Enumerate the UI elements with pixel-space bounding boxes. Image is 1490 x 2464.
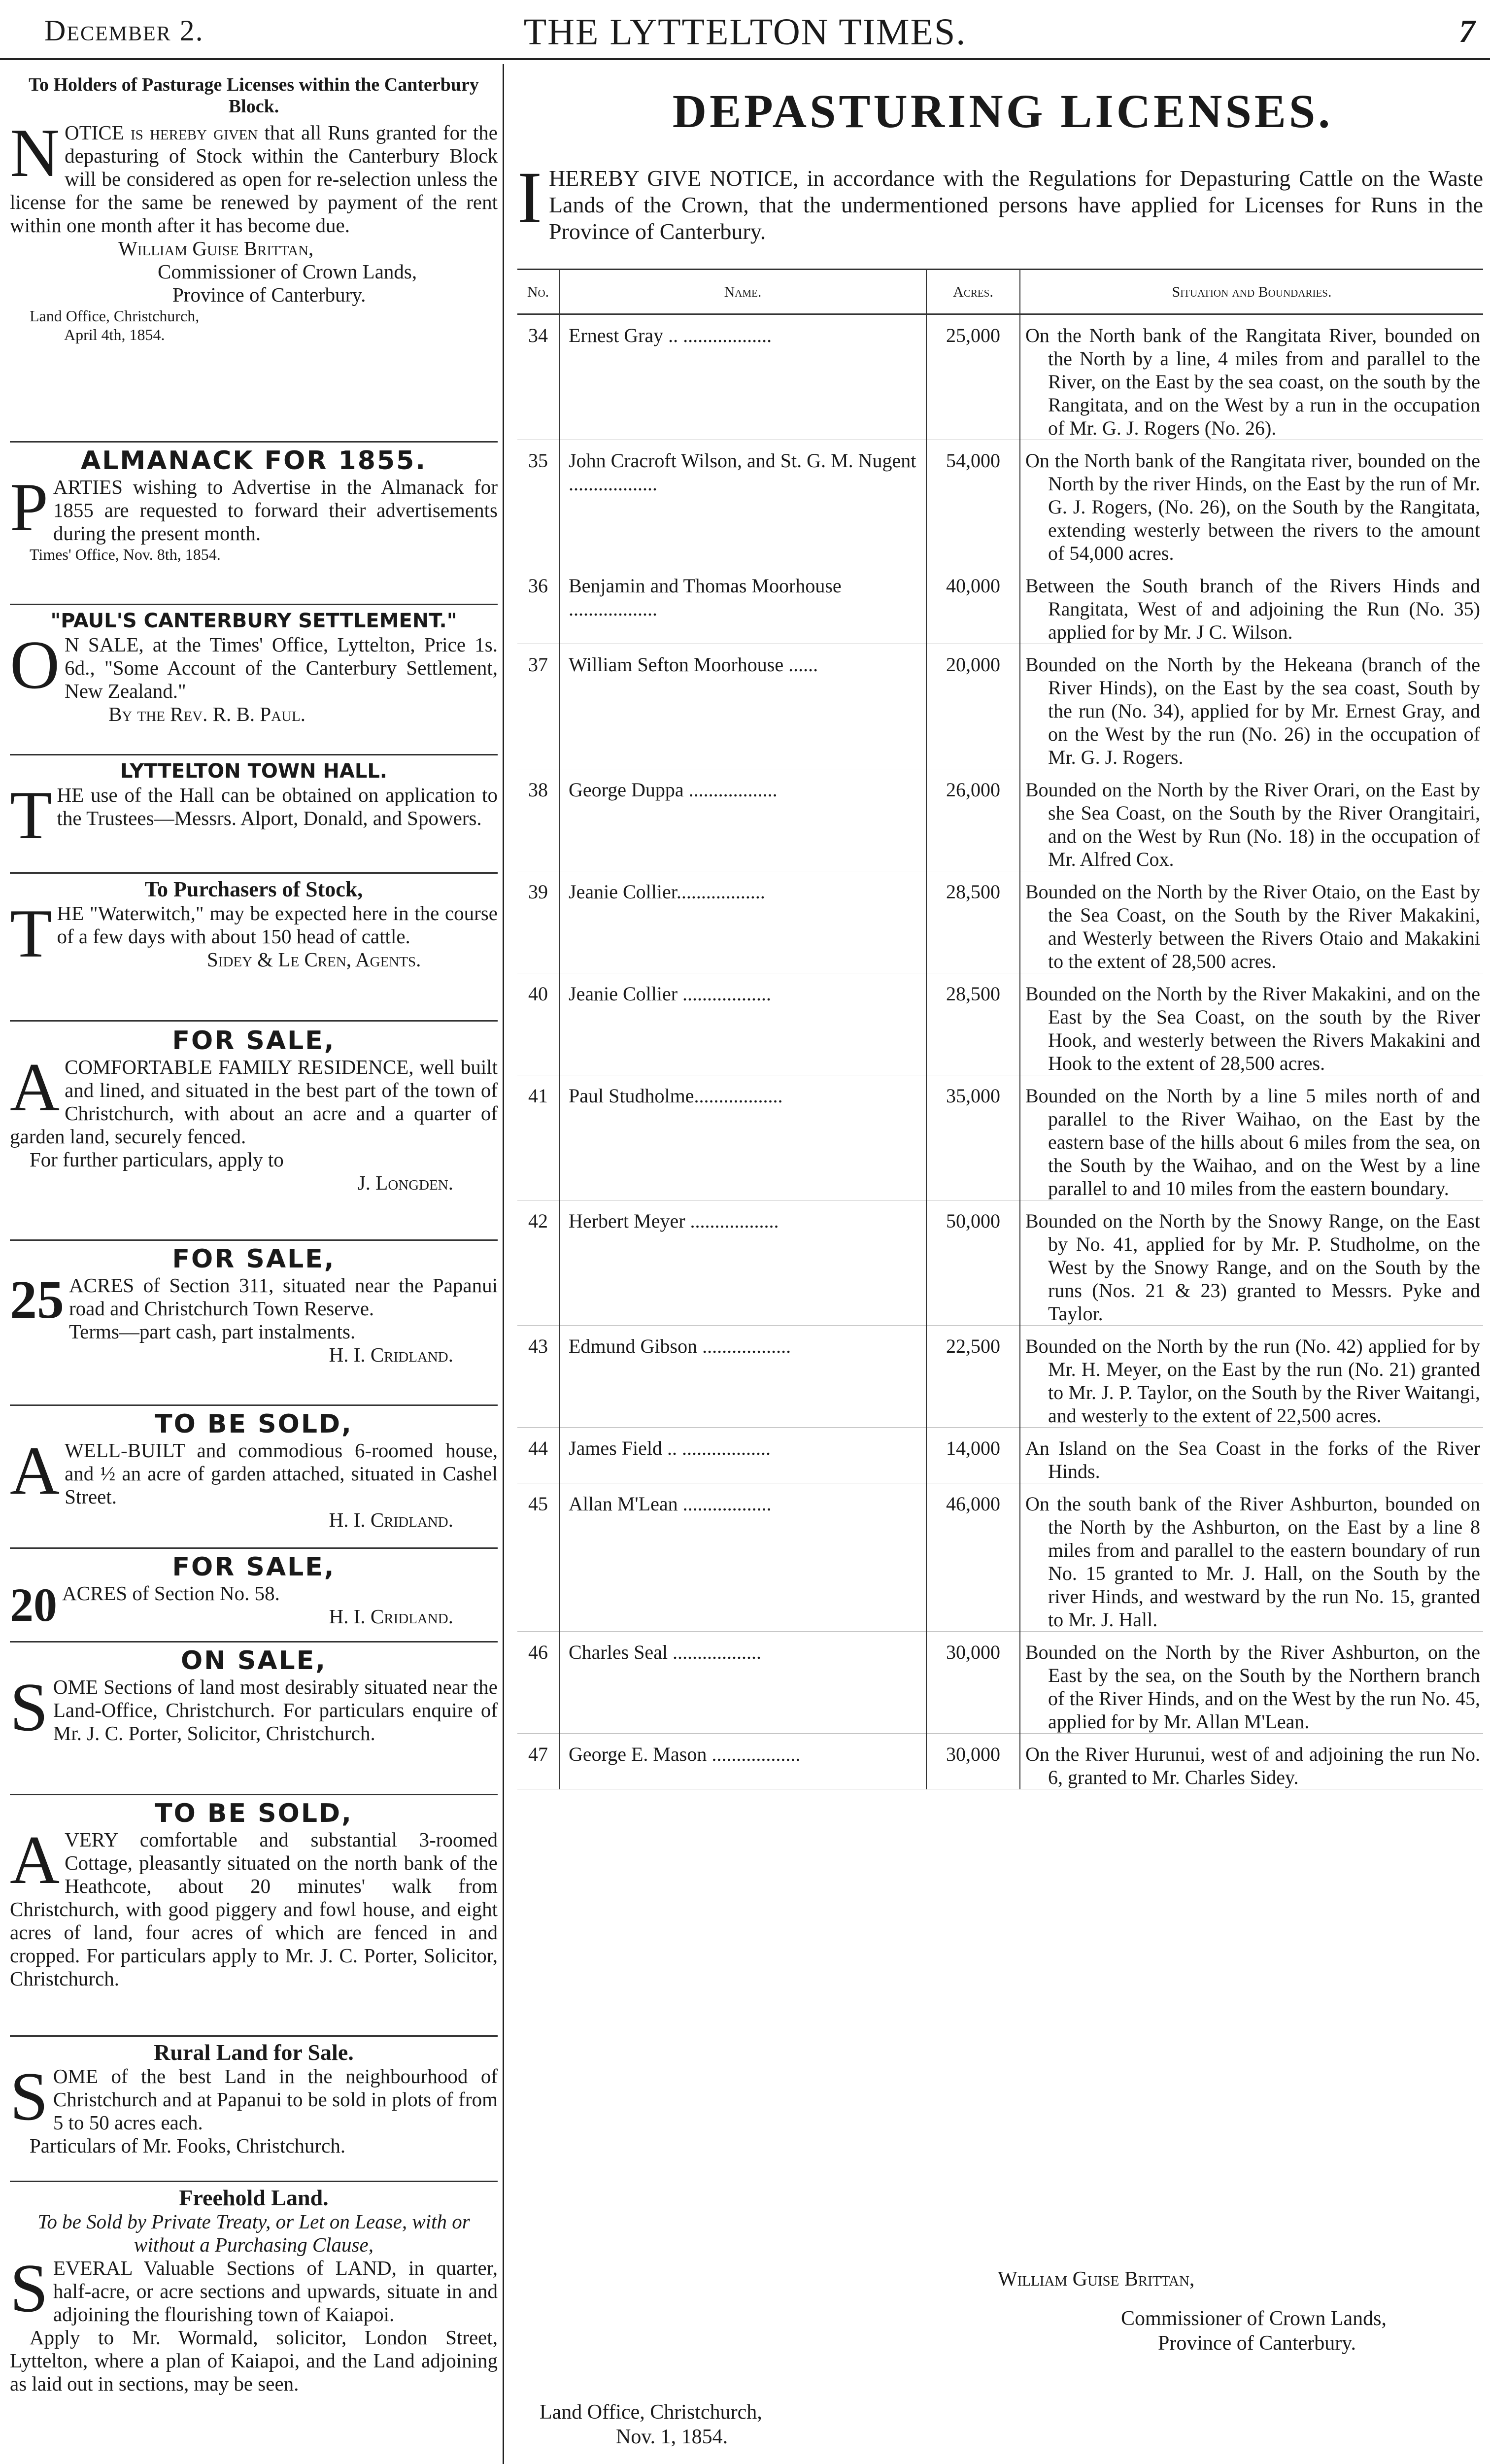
cell-name: Jeanie Collier .................. (559, 973, 926, 1075)
cell-no: 41 (517, 1075, 559, 1200)
ad-body: EVERAL Valuable Sections of LAND, in quarter, half-acre, or acre sections and upwards, situate in and adjoining the flourishing town of Kaiapoi. (53, 2257, 498, 2326)
ad-heading: To Holders of Pasturage Licenses within the Canterbury Block. (29, 74, 479, 117)
ad-well-built-house (10, 1409, 498, 1532)
notice-title: DEPASTURING LICENSES. (672, 85, 1333, 137)
ad-body: OME of the best Land in the neighbourhood of Christchurch and at Papanui to be sold in plots of from 5 to 50 acres each. (53, 2065, 498, 2134)
cell-name: William Sefton Moorhouse ...... (559, 644, 926, 769)
cell-situation: Bounded on the North by the River Makakini, and on the East by the Sea Coast, on the south by the River Hook, and westerly between the Rivers Makakini and Hook to the extent of 28,500 acres. (1020, 973, 1483, 1075)
table-row (517, 1200, 1483, 1326)
table-row (517, 440, 1483, 565)
cell-name: Ernest Gray .. .................. (559, 314, 926, 440)
ad-signer: J. Longden. (357, 1171, 453, 1194)
cell-no: 45 (517, 1483, 559, 1632)
cell-name: Allan M'Lean .................. (559, 1483, 926, 1632)
ad-signer: H. I. Cridland. (329, 1508, 453, 1531)
drop-number: 25 (10, 1269, 64, 1330)
cell-no: 37 (517, 644, 559, 769)
cell-acres: 28,500 (926, 871, 1020, 973)
drop-cap: S (10, 2250, 48, 2327)
drop-cap: A (10, 1822, 60, 1898)
ad-separator (10, 872, 498, 874)
ad-separator (10, 1641, 498, 1643)
ad-signer: Sidey & Le Cren, Agents. (207, 948, 421, 971)
table-row (517, 1075, 1483, 1200)
drop-cap: O (10, 627, 60, 703)
ad-separator (10, 1020, 498, 1022)
notice-intro (517, 157, 1483, 245)
table-row (517, 644, 1483, 769)
cell-acres: 50,000 (926, 1200, 1020, 1326)
ad-separator (10, 2181, 498, 2182)
drop-cap: S (10, 1669, 48, 1745)
ad-family-residence (10, 1026, 498, 1195)
table-row (517, 314, 1483, 440)
notice-place: Land Office, Christchurch, (540, 2401, 762, 2424)
table-row (517, 871, 1483, 973)
cell-situation: Bounded on the North by the River Otaio, on the East by the Sea Coast, on the South by the River Makakini, and Westerly between the Rivers Otaio and Makakini to the extent of 28,500 acres. (1020, 871, 1483, 973)
ad-separator (10, 2035, 498, 2037)
cell-acres: 30,000 (926, 1632, 1020, 1734)
masthead-rule (0, 58, 1490, 60)
ad-body: N SALE, at the Times' Office, Lyttelton, Price 1s. 6d., "Some Account of the Canterbury Settlement, New Zealand." (65, 633, 498, 702)
ad-separator (10, 1404, 498, 1406)
cell-acres: 26,000 (926, 769, 1020, 871)
cell-no: 43 (517, 1326, 559, 1428)
page-number: 7 (1459, 13, 1475, 49)
ad-heading: TO BE SOLD, (155, 1799, 353, 1828)
ad-purchasers-of-stock (10, 877, 498, 971)
ad-separator (10, 1547, 498, 1549)
ad-heading: FOR SALE, (172, 1244, 336, 1274)
cell-acres: 40,000 (926, 565, 1020, 644)
ad-heading: Freehold Land. (179, 2185, 329, 2210)
ad-25-acres (10, 1244, 498, 1367)
ad-rural-land (10, 2040, 498, 2157)
notice-signer-province: Province of Canterbury. (1158, 2332, 1356, 2355)
table-row (517, 1734, 1483, 1789)
notice-signoff (517, 2267, 1483, 2449)
table-header-row (517, 270, 1483, 314)
ad-body: COMFORTABLE FAMILY RESIDENCE, well built and lined, and situated in the best part of the town of Christchurch, with about an acre and a quarter of garden land, securely fenced. (10, 1056, 498, 1148)
drop-cap: A (10, 1049, 60, 1126)
cell-situation: Bounded on the North by the River Orari, on the East by she Sea Coast, on the South by the River Orangitairi, and on the West by Run (No. 18) in the occupation of Mr. Alfred Cox. (1020, 769, 1483, 871)
column-header-name: Name. (559, 270, 926, 314)
ad-body: HE use of the Hall can be obtained on application to the Trustees—Messrs. Alport, Donald, and Spowers. (57, 784, 498, 829)
ad-subheading: To be Sold by Private Treaty, or Let on Lease, with or without a Purchasing Clause, (37, 2210, 470, 2256)
drop-cap: P (10, 469, 48, 546)
ad-signer-title: Commissioner of Crown Lands, (158, 260, 417, 283)
cell-name: John Cracroft Wilson, and St. G. M. Nugent .................. (559, 440, 926, 565)
ad-signer: William Guise Brittan, (118, 237, 314, 260)
ad-town-hall (10, 759, 498, 854)
ad-body-2: For further particulars, apply to (30, 1148, 284, 1171)
notice-signer: William Guise Brittan, (998, 2268, 1195, 2291)
notice-intro-text: HEREBY GIVE NOTICE, in accordance with the Regulations for Depasturing Cattle on the Waste Lands of the Crown, that the undermentioned persons have applied for Licenses for Runs in the Province of Canterbury. (548, 166, 1483, 244)
column-header-situation: Situation and Boundaries. (1020, 270, 1483, 314)
ad-pasturage (10, 74, 498, 344)
ad-signer: H. I. Cridland. (329, 1343, 453, 1366)
drop-number: 20 (10, 1578, 57, 1631)
ad-body: WELL-BUILT and commodious 6-roomed house, and ½ an acre of garden attached, situated in Cashel Street. (65, 1439, 498, 1508)
cell-situation: Between the South branch of the Rivers Hinds and Rangitata, West of and adjoining the Run (No. 35) applied for by Mr. J C. Wilson. (1020, 565, 1483, 644)
ad-separator (10, 604, 498, 605)
ad-body: HE "Waterwitch," may be expected here in the course of a few days with about 150 head of cattle. (57, 902, 498, 948)
table-row (517, 1326, 1483, 1428)
masthead (0, 0, 1490, 58)
ad-heading: "PAUL'S CANTERBURY SETTLEMENT." (50, 610, 457, 632)
newspaper-title: THE LYTTELTON TIMES. (523, 11, 967, 53)
cell-name: Charles Seal .................. (559, 1632, 926, 1734)
ad-separator (10, 441, 498, 443)
cell-situation: On the River Hurunui, west of and adjoining the run No. 6, granted to Mr. Charles Sidey. (1020, 1734, 1483, 1789)
ad-place: Land Office, Christchurch, (30, 307, 200, 325)
cell-situation: On the North bank of the Rangitata river, bounded on the North by the river Hinds, on the East by the run of Mr. G. J. Rogers, (No. 26), on the South by the Rangitata, extending westerly between the rivers to the amount of 54,000 acres. (1020, 440, 1483, 565)
table-row (517, 1483, 1483, 1632)
ad-place: Times' Office, Nov. 8th, 1854. (30, 546, 221, 563)
cell-situation: An Island on the Sea Coast in the forks of the River Hinds. (1020, 1428, 1483, 1483)
ad-almanack (10, 446, 498, 564)
cell-name: Paul Studholme.................. (559, 1075, 926, 1200)
ad-heading: TO BE SOLD, (155, 1409, 353, 1439)
cell-name: George E. Mason .................. (559, 1734, 926, 1789)
ad-cottage (10, 1799, 498, 1990)
cell-no: 44 (517, 1428, 559, 1483)
cell-no: 42 (517, 1200, 559, 1326)
cell-situation: Bounded on the North by a line 5 miles north of and parallel to the River Waihao, on the East by the eastern base of the hills about 6 miles from the sea, on the South by the Waihao, and on the West by a line parallel to and 10 miles from the eastern boundary. (1020, 1075, 1483, 1200)
cell-no: 47 (517, 1734, 559, 1789)
ad-date: April 4th, 1854. (64, 326, 165, 343)
cell-no: 40 (517, 973, 559, 1075)
ad-signer-province: Province of Canterbury. (172, 283, 366, 306)
table-row (517, 1428, 1483, 1483)
drop-cap: T (10, 777, 52, 854)
cell-acres: 46,000 (926, 1483, 1020, 1632)
cell-acres: 20,000 (926, 644, 1020, 769)
ad-heading: ALMANACK FOR 1855. (80, 446, 427, 476)
ad-body: VERY comfortable and substantial 3-roomed Cottage, pleasantly situated on the north bank of the Heathcote, about 20 minutes' walk from Christchurch, with good piggery and fowl house, and eight acres of land, four acres of which are fenced in and cropped. For particulars apply to Mr. J. C. Porter, Solicitor, Christchurch. (10, 1828, 498, 1990)
ad-heading: ON SALE, (181, 1646, 327, 1676)
column-divider (503, 64, 504, 2464)
ad-lead: OTICE is hereby given (65, 121, 258, 144)
cell-no: 39 (517, 871, 559, 973)
ad-signer: H. I. Cridland. (329, 1605, 453, 1628)
cell-acres: 30,000 (926, 1734, 1020, 1789)
ad-heading: FOR SALE, (172, 1552, 336, 1582)
cell-name: Benjamin and Thomas Moorhouse .................. (559, 565, 926, 644)
cell-no: 36 (517, 565, 559, 644)
cell-acres: 54,000 (926, 440, 1020, 565)
cell-name: James Field .. .................. (559, 1428, 926, 1483)
ad-body: ARTIES wishing to Advertise in the Almanack for 1855 are requested to forward their advertisements during the present month. (53, 476, 498, 545)
ad-body-2: Terms—part cash, part instalments. (69, 1320, 356, 1343)
cell-name: Edmund Gibson .................. (559, 1326, 926, 1428)
ad-20-acres (10, 1552, 498, 1631)
ad-body-2: Particulars of Mr. Fooks, Christchurch. (30, 2134, 346, 2157)
cell-name: George Duppa .................. (559, 769, 926, 871)
cell-no: 46 (517, 1632, 559, 1734)
cell-acres: 14,000 (926, 1428, 1020, 1483)
cell-name: Herbert Meyer .................. (559, 1200, 926, 1326)
cell-situation: Bounded on the North by the Snowy Range, on the East by No. 41, applied for by Mr. P. Studholme, on the West by the Snowy Range, and on the South by the runs (Nos. 21 & 23) granted to Messrs. Pyke and Taylor. (1020, 1200, 1483, 1326)
column-header-no: No. (517, 270, 559, 314)
table-row (517, 769, 1483, 871)
ad-freehold-land (10, 2186, 498, 2396)
cell-no: 38 (517, 769, 559, 871)
ad-body: that all Runs granted for the depasturing of Stock within the Canterbury Block will be considered as open for re-selection unless the license for the same be renewed by payment of the rent within one month after it has become due. (10, 121, 498, 237)
ad-body: ACRES of Section No. 58. (62, 1582, 280, 1605)
issue-date: December 2. (44, 14, 204, 47)
ad-body: ACRES of Section 311, situated near the Papanui road and Christchurch Town Reserve. (69, 1274, 498, 1320)
table-row (517, 973, 1483, 1075)
cell-no: 34 (517, 314, 559, 440)
ad-heading: To Purchasers of Stock, (144, 877, 363, 901)
cell-situation: Bounded on the North by the Hekeana (branch of the River Hinds), on the East by the sea coast, South by the run (No. 34), applied for by Mr. Ernest Gray, and on the West by the run (No. 26) in the occupation of Mr. G. J. Rogers. (1020, 644, 1483, 769)
ad-body-2: Apply to Mr. Wormald, solicitor, London Street, Lyttelton, where a plan of Kaiapoi, and the Land adjoining as laid out in sections, may be seen. (10, 2326, 498, 2395)
ad-pauls-settlement (10, 609, 498, 726)
cell-acres: 35,000 (926, 1075, 1020, 1200)
ad-heading: Rural Land for Sale. (154, 2040, 354, 2065)
notice-date: Nov. 1, 1854. (616, 2426, 728, 2448)
column-header-acres: Acres. (926, 270, 1020, 314)
cell-acres: 28,500 (926, 973, 1020, 1075)
cell-no: 35 (517, 440, 559, 565)
cell-acres: 25,000 (926, 314, 1020, 440)
drop-cap: N (10, 115, 60, 191)
cell-situation: Bounded on the North by the River Ashburton, on the East by the sea, on the South by the Northern branch of the River Hinds, and on the West by the run No. 45, applied for by Mr. Allan M'Lean. (1020, 1632, 1483, 1734)
ad-separator (10, 1794, 498, 1795)
table-row (517, 1632, 1483, 1734)
ad-separator (10, 1239, 498, 1241)
licenses-table (517, 269, 1483, 1789)
ad-heading: LYTTELTON TOWN HALL. (120, 760, 387, 783)
cell-situation: On the south bank of the River Ashburton, bounded on the North by the Ashburton, on the East by a line 8 miles from and parallel to the eastern boundary of run No. 15 granted to Mr. J. Hall, on the South by the river Hinds, and westward by the run No. 15, granted to Mr. J. Hall. (1020, 1483, 1483, 1632)
drop-cap: I (517, 157, 542, 239)
drop-cap: A (10, 1433, 60, 1509)
drop-cap: T (10, 895, 52, 972)
drop-cap: S (10, 2058, 48, 2135)
ad-separator (10, 754, 498, 755)
cell-situation: On the North bank of the Rangitata River, bounded on the North by a line, 4 miles from and parallel to the River, on the East by the sea coast, on the south by the Rangitata, and on the West by a run in the occupation of Mr. G. J. Rogers (No. 26). (1020, 314, 1483, 440)
ad-heading: FOR SALE, (172, 1026, 336, 1056)
ad-on-sale-sections (10, 1646, 498, 1745)
notice-signer-title: Commissioner of Crown Lands, (1121, 2307, 1387, 2330)
cell-situation: Bounded on the North by the run (No. 42) applied for by Mr. H. Meyer, on the East by the run (No. 21) granted to Mr. J. P. Taylor, on the South by the River Waitangi, and westerly to the extent of 22,500 acres. (1020, 1326, 1483, 1428)
cell-name: Jeanie Collier.................. (559, 871, 926, 973)
ad-body: OME Sections of land most desirably situated near the Land-Office, Christchurch. For particulars enquire of Mr. J. C. Porter, Solicitor, Christchurch. (53, 1676, 498, 1745)
ad-byline: By the Rev. R. B. Paul. (108, 703, 306, 725)
table-row (517, 565, 1483, 644)
cell-acres: 22,500 (926, 1326, 1020, 1428)
